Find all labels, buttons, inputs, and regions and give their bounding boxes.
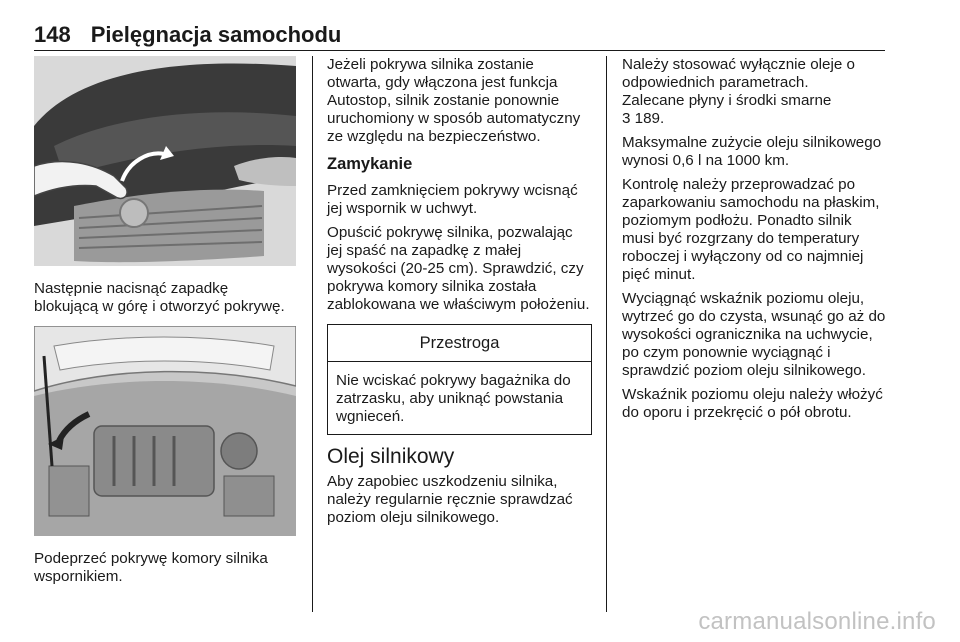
paragraph-closing-2: Opuścić pokrywę silnika, pozwalając jej spaść na zapadkę z małej wysokości (20-25 cm). Sprawdzić, czy pokrywa komory silnika została zablokowana we właściwym położeniu. (327, 224, 590, 313)
caution-title: Przestroga (328, 325, 591, 362)
paragraph-dipstick-procedure: Wyciągnąć wskaźnik poziomu oleju, wytrzeć go do czysta, wsunąć go aż do wysokości ogranicznika na uchwycie, po czym ponownie wyciągnąć i sprawdzić poziom oleju silnikowego. (622, 290, 886, 379)
hood-latch-image (34, 56, 296, 266)
page-title: Pielęgnacja samochodu (90, 22, 342, 47)
page-header (34, 22, 885, 51)
caution-text: Nie wciskać pokrywy bagażnika do zatrzasku, aby uniknąć powstania wgnieceń. (336, 372, 571, 425)
paragraph-oil-consumption: Maksymalne zużycie oleju silnikowego wynosi 0,6 l na 1000 km. (622, 134, 882, 169)
column-divider-1 (312, 56, 313, 612)
column-2 (327, 56, 592, 533)
paragraph-recommended-fluids (622, 92, 887, 128)
column-1 (34, 56, 296, 592)
hood-prop-image (34, 326, 296, 536)
paragraph-check-conditions: Kontrolę należy przeprowadzać po zaparkowaniu samochodu na płaskim, poziomym podłożu. Ponadto silnik musi być rozgrzany do temperatury roboczej i wyłączony od co najmniej pięć minut. (622, 176, 880, 283)
page-number: 148 (34, 22, 71, 47)
recommended-fluids-text: Zalecane płyny i środki smarne (622, 92, 832, 109)
page-reference-link[interactable]: 3 189. (622, 110, 665, 127)
caution-box (327, 324, 592, 435)
paragraph-closing-1: Przed zamknięciem pokrywy wcisnąć jej wspornik w uchwyt. (327, 182, 578, 217)
caption-open-hood: Następnie nacisnąć zapadkę blokującą w górę i otworzyć pokrywę. (34, 280, 285, 315)
caption-prop-hood: Podeprzeć pokrywę komory silnika wspornikiem. (34, 550, 268, 585)
heading-closing: Zamykanie (327, 155, 413, 173)
paragraph-oil-spec: Należy stosować wyłącznie oleje o odpowiednich parametrach. (622, 56, 855, 91)
watermark: carmanualsonline.info (698, 608, 936, 635)
paragraph-autostop: Jeżeli pokrywa silnika zostanie otwarta, gdy włączona jest funkcja Autostop, silnik zostanie ponownie uruchomiony w sposób automatyczny ze względu na bezpieczeństwo. (327, 56, 581, 145)
paragraph-oil-check: Aby zapobiec uszkodzeniu silnika, należy regularnie ręcznie sprawdzać poziom oleju silnikowego. (327, 473, 573, 526)
paragraph-dipstick-insert: Wskaźnik poziomu oleju należy włożyć do oporu i przekręcić o pół obrotu. (622, 386, 883, 421)
heading-engine-oil: Olej silnikowy (327, 445, 455, 468)
column-divider-2 (606, 56, 607, 612)
column-3 (622, 56, 887, 428)
